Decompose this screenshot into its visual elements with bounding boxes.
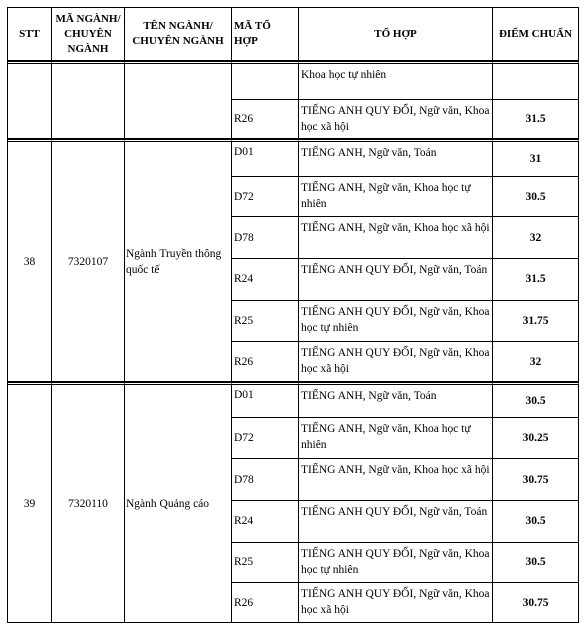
admission-score-table (7, 7, 579, 623)
to-hop-cell: TIẾNG ANH QUY ĐỔI, Ngữ văn, Toán (299, 259, 493, 301)
diem-chuan-cell: 30.5 (493, 382, 579, 418)
diem-chuan-cell: 31.5 (493, 100, 579, 140)
ma-to-hop-cell: R25 (232, 543, 299, 584)
header-row (8, 8, 579, 61)
ma-nganh-cell: 7320107 (52, 139, 125, 382)
to-hop-cell: TIẾNG ANH, Ngữ văn, Khoa học tự nhiên (299, 177, 493, 218)
ma-to-hop-cell: D78 (232, 217, 299, 259)
ma-to-hop-cell (232, 61, 299, 100)
ma-to-hop-cell: R26 (232, 100, 299, 140)
header-ma-to-hop: MÃ TỔ HỢP (232, 8, 299, 61)
stt-cell (8, 61, 52, 139)
to-hop-cell: Khoa học tự nhiên (299, 61, 493, 100)
to-hop-cell: TIẾNG ANH QUY ĐỔI, Ngữ văn, Khoa học xã hội (299, 583, 493, 623)
ma-to-hop-cell: D01 (232, 382, 299, 418)
diem-chuan-cell: 30.5 (493, 543, 579, 584)
diem-chuan-cell: 30.5 (493, 177, 579, 218)
table-row (8, 139, 579, 177)
header-stt: STT (8, 8, 52, 61)
admission-score-table-container (7, 7, 578, 623)
ten-nganh-cell: Ngành Quảng cáo (125, 382, 232, 623)
ma-to-hop-cell: R26 (232, 583, 299, 623)
table-row (8, 382, 579, 418)
diem-chuan-cell: 30.5 (493, 501, 579, 543)
to-hop-cell: TIẾNG ANH QUY ĐỔI, Ngữ văn, Toán (299, 501, 493, 543)
to-hop-cell: TIẾNG ANH, Ngữ văn, Khoa học xã hội (299, 459, 493, 501)
diem-chuan-cell: 32 (493, 217, 579, 259)
diem-chuan-cell: 30.75 (493, 583, 579, 623)
ma-nganh-cell: 7320110 (52, 382, 125, 623)
to-hop-cell: TIẾNG ANH QUY ĐỔI, Ngữ văn, Khoa học tự nhiên (299, 543, 493, 584)
diem-chuan-cell: 30.25 (493, 418, 579, 460)
header-ma-nganh: MÃ NGÀNH/ CHUYÊN NGÀNH (52, 8, 125, 61)
ten-nganh-cell (125, 61, 232, 139)
to-hop-cell: TIẾNG ANH QUY ĐỔI, Ngữ văn, Khoa học xã hội (299, 100, 493, 140)
ma-to-hop-cell: R25 (232, 301, 299, 343)
ma-to-hop-cell: D72 (232, 177, 299, 218)
diem-chuan-cell: 31.5 (493, 259, 579, 301)
to-hop-cell: TIẾNG ANH, Ngữ văn, Khoa học tự nhiên (299, 418, 493, 460)
header-to-hop: TỔ HỢP (299, 8, 493, 61)
to-hop-cell: TIẾNG ANH, Ngữ văn, Toán (299, 139, 493, 177)
stt-cell: 38 (8, 139, 52, 382)
ma-to-hop-cell: R26 (232, 342, 299, 382)
diem-chuan-cell: 32 (493, 342, 579, 382)
ma-to-hop-cell: D72 (232, 418, 299, 460)
to-hop-cell: TIẾNG ANH, Ngữ văn, Toán (299, 382, 493, 418)
ma-to-hop-cell: D01 (232, 139, 299, 177)
header-diem-chuan: ĐIỂM CHUẨN (493, 8, 579, 61)
diem-chuan-cell (493, 61, 579, 100)
header-ten-nganh: TÊN NGÀNH/ CHUYÊN NGÀNH (125, 8, 232, 61)
table-row (8, 61, 579, 100)
diem-chuan-cell: 31.75 (493, 301, 579, 343)
stt-cell: 39 (8, 382, 52, 623)
to-hop-cell: TIẾNG ANH QUY ĐỔI, Ngữ văn, Khoa học tự nhiên (299, 301, 493, 343)
ma-nganh-cell (52, 61, 125, 139)
ma-to-hop-cell: R24 (232, 501, 299, 543)
to-hop-cell: TIẾNG ANH, Ngữ văn, Khoa học xã hội (299, 217, 493, 259)
diem-chuan-cell: 30.75 (493, 459, 579, 501)
ten-nganh-cell: Ngành Truyền thông quốc tế (125, 139, 232, 382)
to-hop-cell: TIẾNG ANH QUY ĐỔI, Ngữ văn, Khoa học xã hội (299, 342, 493, 382)
diem-chuan-cell: 31 (493, 139, 579, 177)
ma-to-hop-cell: R24 (232, 259, 299, 301)
ma-to-hop-cell: D78 (232, 459, 299, 501)
